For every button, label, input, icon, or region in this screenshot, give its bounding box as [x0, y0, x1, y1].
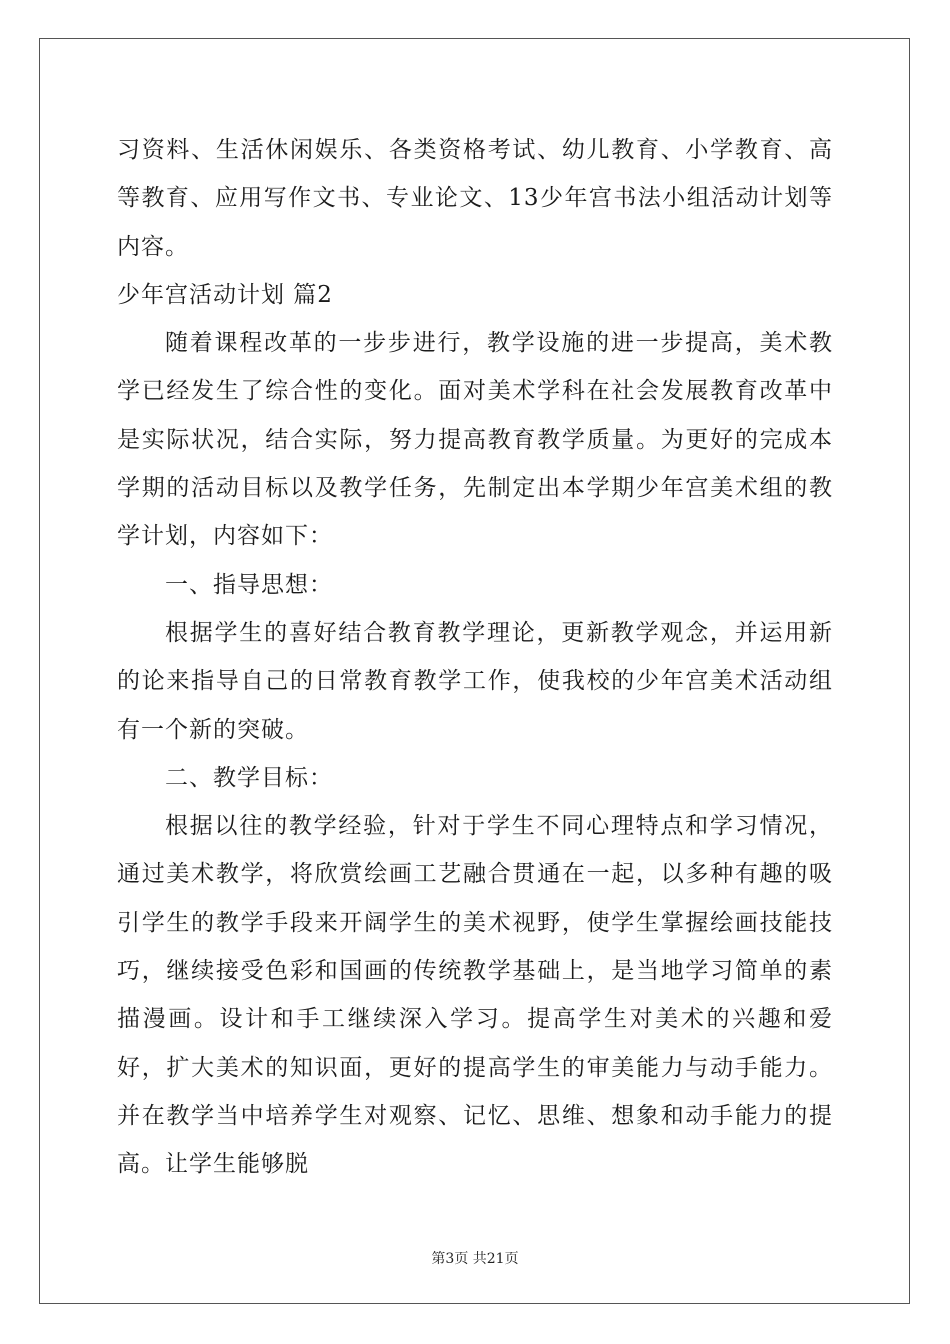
subheading-guiding-thought: 一、指导思想：: [165, 571, 333, 598]
page-footer: 第3页 共21页: [431, 1251, 519, 1267]
document-body: [117, 126, 833, 1189]
paragraph-continuation: 习资料、生活休闲娱乐、各类资格考试、幼儿教育、小学教育、高等教育、应用写作文书、专业论文、13少年宫书法小组活动计划等内容。: [117, 137, 833, 260]
paragraph-guiding-thought: 根据学生的喜好结合教育教学理论，更新教学观念，并运用新的论来指导自己的日常教育教学工作，使我校的少年宫美术活动组有一个新的突破。: [117, 619, 833, 743]
paragraph-teaching-goals: 根据以往的教学经验，针对于学生不同心理特点和学习情况，通过美术教学，将欣赏绘画工艺融合贯通在一起，以多种有趣的吸引学生的教学手段来开阔学生的美术视野，使学生掌握绘画技能技巧，继续接受色彩和国画的传统教学基础上，是当地学习简单的素描漫画。设计和手工继续深入学习。提高学生对美术的兴趣和爱好，扩大美术的知识面，更好的提高学生的审美能力与动手能力。并在教学当中培养学生对观察、记忆、思维、想象和动手能力的提高。让学生能够脱: [117, 813, 833, 1178]
subheading-teaching-goals: 二、教学目标：: [165, 764, 333, 791]
section-heading: 少年宫活动计划 篇2: [117, 281, 333, 308]
paragraph-intro: 随着课程改革的一步步进行，教学设施的进一步提高，美术教学已经发生了综合性的变化。面对美术学科在社会发展教育改革中是实际状况，结合实际，努力提高教育教学质量。为更好的完成本学期的活动目标以及教学任务，先制定出本学期少年宫美术组的教学计划，内容如下：: [117, 330, 833, 550]
